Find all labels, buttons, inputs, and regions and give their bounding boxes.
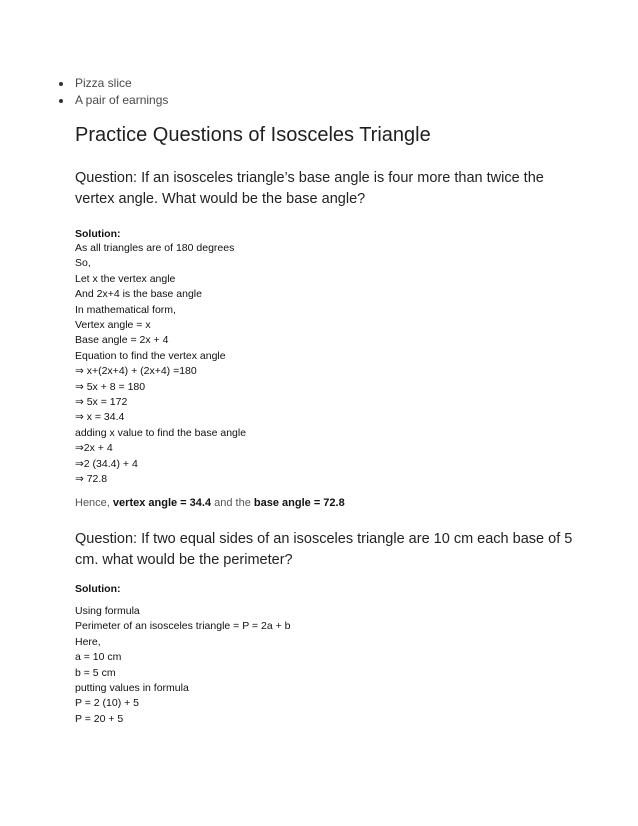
solution-line: ⇒2x + 4 (75, 442, 113, 455)
solution-line: And 2x+4 is the base angle (75, 288, 202, 301)
solution-line: So, (75, 257, 91, 270)
solution-line: putting values in formula (75, 682, 189, 695)
solution-line: a = 10 cm (75, 651, 122, 664)
list-item (57, 92, 168, 109)
solution-line: P = 20 + 5 (75, 712, 124, 725)
solution-line: b = 5 cm (75, 666, 116, 679)
solution-line: Equation to find the vertex angle (75, 349, 226, 362)
solution-line: ⇒2 (34.4) + 4 (75, 457, 138, 470)
solution-line: ⇒ x+(2x+4) + (2x+4) =180 (75, 365, 197, 378)
section-heading: Practice Questions of Isosceles Triangle (75, 124, 431, 146)
bullet-icon (59, 99, 63, 103)
solution-line: Here, (75, 635, 101, 648)
bullet-list (57, 75, 168, 109)
solution-line: As all triangles are of 180 degrees (75, 242, 235, 254)
base-angle-result: base angle = 72.8 (253, 497, 345, 509)
solution-line: ⇒ x = 34.4 (75, 411, 125, 424)
list-item-text: Pizza slice (75, 76, 132, 90)
solution-line: In mathematical form, (75, 303, 176, 316)
vertex-angle-result: vertex angle = 34.4 (112, 497, 212, 509)
solution-2-label: Solution: (75, 583, 121, 595)
solution-line: Perimeter of an isosceles triangle = P = 2a + b (75, 620, 291, 633)
solution-line: Using formula (75, 605, 140, 617)
question-2-text: Question: If two equal sides of an isosceles triangle are 10 cm each base of 5 cm. what would be the perimeter? (75, 531, 573, 568)
solution-line: ⇒ 72.8 (75, 473, 108, 486)
solution-line: Let x the vertex angle (75, 272, 176, 285)
question-1-text: Question: If an isosceles triangle’s base angle is four more than twice the vertex angle. What would be the base angle? (75, 170, 544, 207)
bullet-icon (59, 82, 63, 86)
conclusion-middle: and the (211, 497, 254, 509)
solution-1-label: Solution: (75, 228, 121, 240)
solution-line: ⇒ 5x = 172 (75, 396, 128, 409)
solution-line: Vertex angle = x (75, 319, 151, 332)
solution-line: Base angle = 2x + 4 (75, 334, 169, 347)
list-item-text: A pair of earnings (75, 93, 169, 107)
solution-line: P = 2 (10) + 5 (75, 697, 140, 710)
list-item (57, 75, 168, 92)
solution-line: adding x value to find the base angle (75, 426, 247, 439)
conclusion-text (75, 496, 345, 511)
conclusion-prefix: Hence, (75, 497, 113, 509)
solution-line: ⇒ 5x + 8 = 180 (75, 380, 146, 393)
solution-1-steps (75, 241, 246, 488)
solution-2-steps (75, 604, 290, 727)
